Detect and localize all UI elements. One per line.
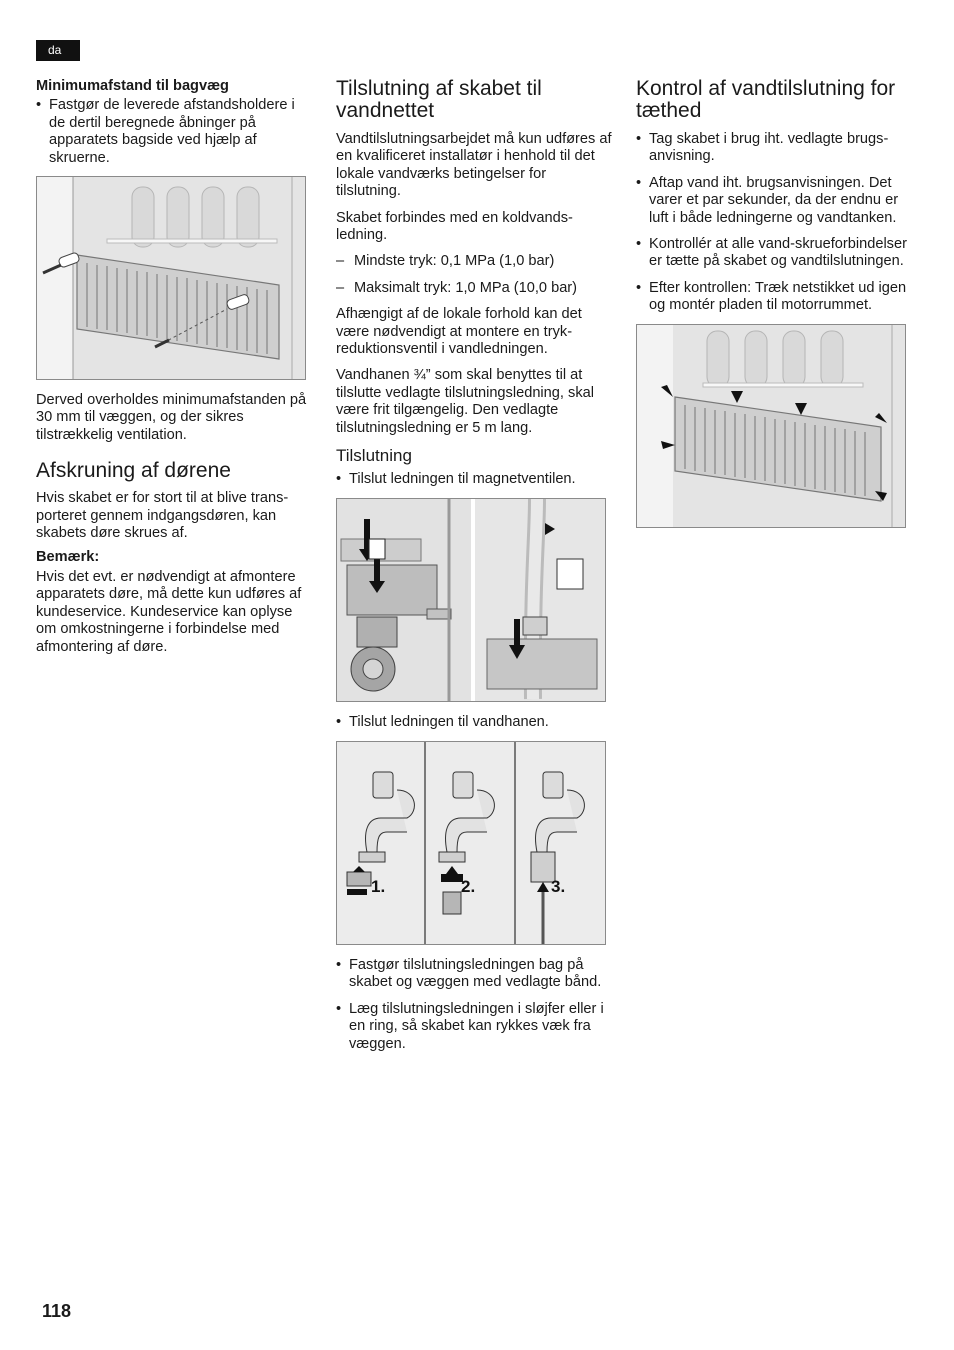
subheading-connection: Tilslutning xyxy=(336,446,412,466)
pressure-list xyxy=(336,253,612,297)
bullet-list xyxy=(336,714,612,731)
column-left xyxy=(36,78,308,665)
heading-door-removal: Afskruning af dørene xyxy=(36,459,231,483)
heading-leak-check: Kontrol af vandtilslutning for tæthed xyxy=(636,77,896,122)
spacer-illustration xyxy=(37,177,305,379)
step-label-3: 3. xyxy=(551,876,566,896)
step-label-2: 2. xyxy=(461,876,476,896)
water-tap-illustration xyxy=(337,742,605,944)
page-number: 118 xyxy=(42,1301,72,1321)
heading-water-connection: Tilslutning af skabet til vandnettet xyxy=(336,77,542,122)
list-item: • Tilslut ledningen til vandhanen. xyxy=(336,714,612,731)
note-label: Bemærk: xyxy=(36,549,100,566)
column-middle xyxy=(336,78,612,1062)
paragraph-note: Hvis det evt. er nødvendigt at afmontere apparatets døre, må dette kun udføres af kundeservice. Kundeservice kan oplyse om omkostningerne i forbindelse med afmontering af døre. xyxy=(36,568,302,655)
motor-cover-illustration xyxy=(637,325,905,527)
bullet-list xyxy=(336,471,612,488)
list-item: • Fastgør de leverede afstandsholdere i de dertil beregnede åbninger på apparatets bagside ved hjælp af skruerne. xyxy=(36,97,308,167)
figure-water-tap xyxy=(336,741,606,945)
language-tag: da xyxy=(36,40,80,61)
solenoid-valve-illustration xyxy=(337,499,605,701)
list-item: • Kontrollér at alle vand-skrueforbindelser er tætte på skabet og vandtilslutningen. xyxy=(636,236,908,271)
paragraph-door-removal: Hvis skabet er for stort til at blive transporteret gennem indgangsdøren, kan skabets døre skrues af. xyxy=(36,490,289,542)
list-item: • Aftap vand iht. brugsanvisningen. Det varer et par sekunder, da der endnu er luft i både ledningerne og vandtanken. xyxy=(636,175,908,227)
list-item: • Efter kontrollen: Træk netstikket ud igen og montér pladen til motorrummet. xyxy=(636,280,908,315)
column-right xyxy=(636,78,908,540)
step-label-1: 1. xyxy=(371,876,386,896)
list-item: • Tag skabet i brug iht. vedlagte brugsanvisning. xyxy=(636,131,908,166)
figure-spacers xyxy=(36,176,306,380)
paragraph-cold-water: Skabet forbindes med en koldvandsledning. xyxy=(336,209,573,244)
list-item-min-pressure: – Mindste tryk: 0,1 MPa (1,0 bar) xyxy=(336,253,612,270)
paragraph-tap: Vandhanen ¾” som skal benyttes til at tilslutte vedlagte tilslutningsledning, skal være frit tilgængelig. Den vedlagte tilslutningsledning er 5 m lang. xyxy=(336,367,594,436)
subheading-minimum-distance: Minimumafstand til bagvæg xyxy=(36,78,229,94)
paragraph-installer: Vandtilslutningsarbejdet må kun udføres af en kvalificeret installatør i henhold til det lokale vandværks betingelser for tilslutning. xyxy=(336,131,612,200)
figure-solenoid-valve xyxy=(336,498,606,702)
bullet-list xyxy=(336,957,612,1053)
bullet-list xyxy=(636,131,908,315)
bullet-list xyxy=(36,97,308,167)
paragraph-minimum-distance: Derved overholdes minimumafstanden på 30 mm til væggen, og der sikres tilstrækkelig ventilation. xyxy=(36,392,307,443)
figure-motor-cover xyxy=(636,324,906,528)
list-item: • Tilslut ledningen til magnetventilen. xyxy=(336,471,612,488)
paragraph-pressure-valve: Afhængigt af de lokale forhold kan det være nødvendigt at montere en trykreduktionsventil i vandledningen. xyxy=(336,306,582,358)
list-item: • Fastgør tilslutningsledningen bag på skabet og væggen med vedlagte bånd. xyxy=(336,957,612,992)
list-item: • Læg tilslutningsledningen i sløjfer eller i en ring, så skabet kan rykkes væk fra væggen. xyxy=(336,1001,612,1053)
list-item-max-pressure: – Maksimalt tryk: 1,0 MPa (10,0 bar) xyxy=(336,280,612,297)
